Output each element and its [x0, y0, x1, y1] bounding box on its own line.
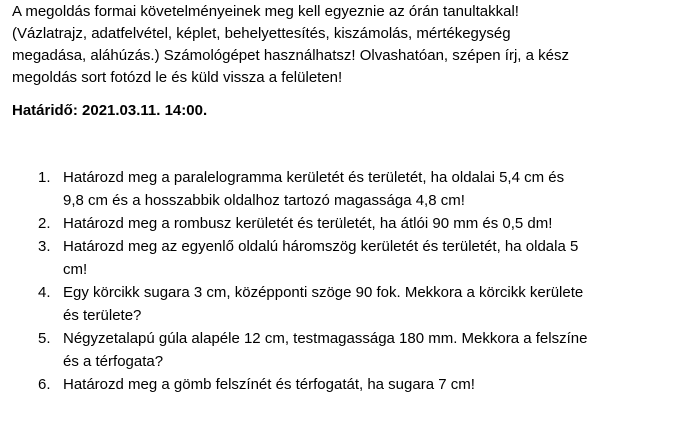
task-item: [30, 327, 630, 373]
task-number: 6.: [38, 376, 51, 393]
task-text-line: Határozd meg a gömb felszínét és térfogatát, ha sugara 7 cm!: [63, 376, 475, 393]
task-text-line: Határozd meg az egyenlő oldalú háromszög kerületét és területét, ha oldala 5: [63, 238, 579, 255]
task-text-line: 9,8 cm és a hosszabbik oldalhoz tartozó magassága 4,8 cm!: [63, 192, 465, 209]
task-text-line: és a térfogata?: [63, 353, 164, 370]
task-item: [30, 373, 630, 396]
task-number: 3.: [38, 238, 51, 255]
task-list: [30, 166, 630, 396]
task-number: 5.: [38, 330, 51, 347]
task-number: 4.: [38, 284, 51, 301]
instructions-line: megoldás sort fotózd le és küld vissza a felületen!: [12, 69, 343, 86]
task-number: 2.: [38, 215, 51, 232]
task-item: [30, 235, 630, 281]
task-text-line: Határozd meg a rombusz kerületét és területét, ha átlói 90 mm és 0,5 dm!: [63, 215, 553, 232]
instructions-line: A megoldás formai követelményeinek meg kell egyeznie az órán tanultakkal!: [12, 3, 519, 20]
task-item: [30, 166, 630, 212]
deadline-text: Határidő: 2021.03.11. 14:00.: [12, 102, 208, 119]
task-text-line: Egy körcikk sugara 3 cm, középponti szöge 90 fok. Mekkora a körcikk kerülete: [63, 284, 584, 301]
instructions-paragraph: [12, 1, 632, 89]
task-text-line: Határozd meg a paralelogramma kerületét és területét, ha oldalai 5,4 cm és: [63, 169, 565, 186]
instructions-line: megadása, aláhúzás.) Számológépet használhatsz! Olvashatóan, szépen írj, a kész: [12, 47, 569, 64]
task-text-line: Négyzetalapú gúla alapéle 12 cm, testmagassága 180 mm. Mekkora a felszíne: [63, 330, 588, 347]
task-item: [30, 212, 630, 235]
instructions-line: (Vázlatrajz, adatfelvétel, képlet, behelyettesítés, kiszámolás, mértékegység: [12, 25, 511, 42]
task-text-line: cm!: [63, 261, 88, 278]
task-number: 1.: [38, 169, 51, 186]
task-item: [30, 281, 630, 327]
task-text-line: és területe?: [63, 307, 142, 324]
